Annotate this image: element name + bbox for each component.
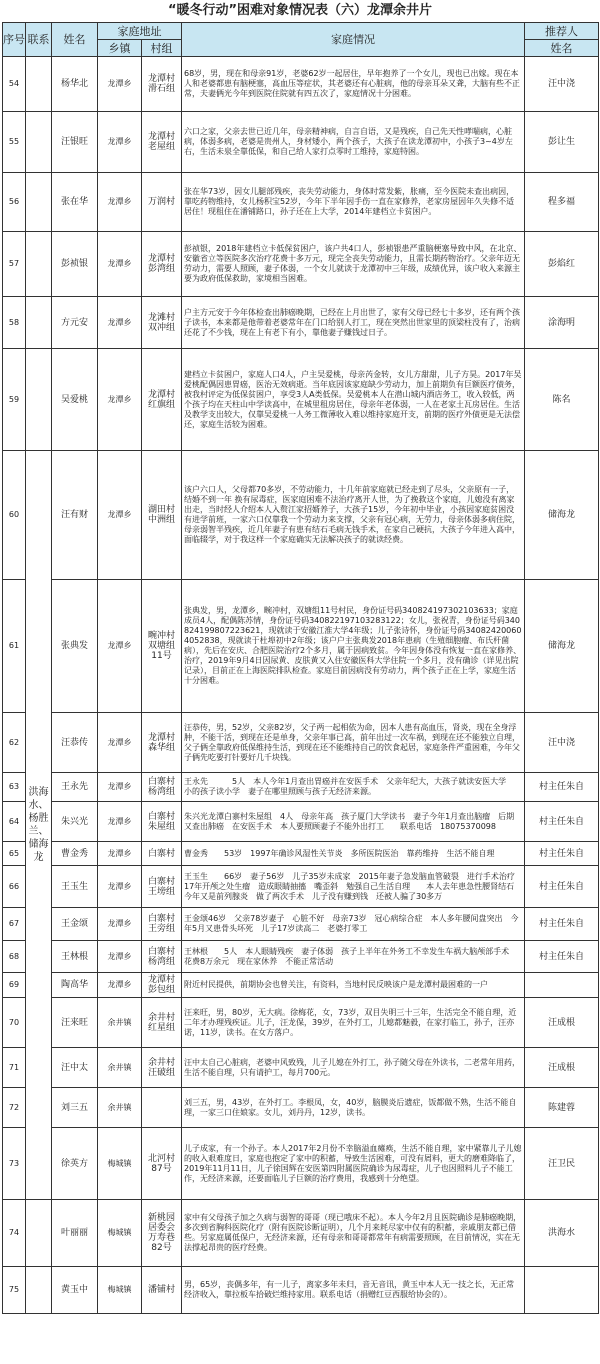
row-village: 白寨村 <box>142 842 182 866</box>
table-row <box>3 232 599 297</box>
row-town: 余井镇 <box>98 1088 142 1128</box>
row-village: 新桃园居委会万寿巷82号 <box>142 1200 182 1267</box>
row-village: 北河村87号 <box>142 1128 182 1200</box>
row-number: 65 <box>3 842 26 866</box>
contact-empty <box>26 112 52 173</box>
row-recommender: 陈建蓉 <box>525 1088 599 1128</box>
row-situation: 王玉生 66岁 妻子56岁 儿子35岁未成家 2015年妻子急发脑血管破裂 进行手术治疗 17年开颅之处生瘤 造成眼睛抽搐 嘴歪斜 勉强自己生活自理 本人去年患急性腰肾结石 今年又是前列腺炎 做了两次手术 儿子没有赚到钱 还被人骗了30多万 <box>182 866 525 908</box>
row-name: 汪恭传 <box>52 713 98 773</box>
row-recommender: 汪卫民 <box>525 1128 599 1200</box>
row-number: 56 <box>3 173 26 232</box>
table-row <box>3 773 599 802</box>
row-village: 白寨村王塝组 <box>142 866 182 908</box>
row-recommender: 村主任朱自 <box>525 941 599 973</box>
row-number: 58 <box>3 297 26 349</box>
page-title: “暖冬行动”困难对象情况表（六）龙潭余井片 <box>167 3 433 18</box>
row-number: 71 <box>3 1048 26 1088</box>
row-situation: 彭祯银，2018年建档立卡低保贫困户，该户共4口人，彭祯银患严重脑梗塞导致中风，在北京、安徽省立等医院多次治疗花费十多万元，现完全丧失劳动能力，且需长期药物治疗。父亲年迈无劳动力，需要人照顾，妻子体弱，一个女儿就读于龙潭初中三年级，成绩优异，该户收入来源主要为政府低保救助，家境相当困难。 <box>182 232 525 297</box>
contact-empty <box>26 1200 52 1267</box>
row-recommender <box>525 973 599 998</box>
row-village <box>142 1088 182 1128</box>
row-recommender: 村主任朱自 <box>525 908 599 941</box>
row-town: 龙潭乡 <box>98 973 142 998</box>
poverty-table <box>2 22 599 1314</box>
row-name: 曹金秀 <box>52 842 98 866</box>
table-row <box>3 112 599 173</box>
row-number: 59 <box>3 349 26 451</box>
table-row <box>3 998 599 1048</box>
row-number: 57 <box>3 232 26 297</box>
table-row <box>3 1048 599 1088</box>
row-number: 62 <box>3 713 26 773</box>
row-number: 73 <box>3 1128 26 1200</box>
contact-empty <box>26 173 52 232</box>
contact-person: 洪海水、杨胜兰、储海龙 <box>26 451 52 1200</box>
row-situation: 六口之家，父亲去世已近几年，母亲精神病，自言自语，又是残疾，自己先天性哮喘病，心脏病，体弱多病，老婆是贵州人，身材矮小，两个孩子，大孩子在读龙潭初中，小孩子3~4岁左右，生活未泉全靠低保，和自己给人家打点零时工维持，家庭特困。 <box>182 112 525 173</box>
row-number: 63 <box>3 773 26 802</box>
row-situation: 68岁，男，现在和母亲91岁，老婆62岁一起居住，早年抱养了一个女儿，现也已出嫁。现在本人和老婆都患有脑梗塞，高血压等症状，其老婆还有心脏病，他的母亲耳朵又聋，大脑有些不正常，夫妻俩光今年到医院住院就有四五次了，家庭情况十分困难。 <box>182 57 525 112</box>
table-row <box>3 1088 599 1128</box>
row-town: 龙潭乡 <box>98 297 142 349</box>
row-recommender: 彭焰红 <box>525 232 599 297</box>
table-row <box>3 973 599 998</box>
row-recommender: 村主任朱自 <box>525 866 599 908</box>
header-rec-name: 姓名 <box>525 40 599 57</box>
row-town: 龙潭乡 <box>98 57 142 112</box>
row-name: 陶高华 <box>52 973 98 998</box>
row-situation: 王永先 5人 本人今年1月查出胃癌并在安医手术 父亲年纪大，大孩子就读安医大学 小的孩子读小学 妻子在哪里照顾与孩子无经济来源。 <box>182 773 525 802</box>
row-name: 王永先 <box>52 773 98 802</box>
table-row <box>3 349 599 451</box>
row-recommender: 汪中浇 <box>525 713 599 773</box>
row-recommender: 程多福 <box>525 173 599 232</box>
row-recommender: 储海龙 <box>525 580 599 713</box>
row-village: 白寨村杨湾组 <box>142 941 182 973</box>
row-village: 龙潭村滑石组 <box>142 57 182 112</box>
row-number: 60 <box>3 451 26 580</box>
row-village: 白寨村朱屋组 <box>142 802 182 842</box>
row-village: 龙潭村彭包组 <box>142 973 182 998</box>
row-situation: 男，65岁，丧偶多年，有一儿子，离家多年未归，音无音讯，黄玉中本人无一技之长，无正常经济收入，靠拉板车拾破烂维持家用。联系电话（捐赠红豆西服给协会的）。 <box>182 1267 525 1314</box>
contact-empty <box>26 297 52 349</box>
row-village: 白寨村杨湾组 <box>142 773 182 802</box>
row-number: 68 <box>3 941 26 973</box>
row-village: 龙潭村老屋组 <box>142 112 182 173</box>
row-village: 龙潭村红旗组 <box>142 349 182 451</box>
row-recommender: 储海龙 <box>525 451 599 580</box>
row-number: 54 <box>3 57 26 112</box>
row-town: 余井镇 <box>98 998 142 1048</box>
header-situation: 家庭情况 <box>182 23 525 57</box>
row-number: 74 <box>3 1200 26 1267</box>
row-recommender: 汪中浇 <box>525 57 599 112</box>
row-town: 龙潭乡 <box>98 866 142 908</box>
row-town: 龙潭乡 <box>98 580 142 713</box>
row-situation: 刘三五，男，43岁，在外打工。李根凤，女，40岁，脑膜炎后遗症，饭都做不熟，生活不能自理，一家三口住娘家。女儿，刘丹丹，12岁，读书。 <box>182 1088 525 1128</box>
row-name: 王林根 <box>52 941 98 973</box>
row-town: 龙潭乡 <box>98 232 142 297</box>
table-row <box>3 173 599 232</box>
row-village: 龙潭村森华组 <box>142 713 182 773</box>
row-name: 方元安 <box>52 297 98 349</box>
row-village: 白寨村王旁组 <box>142 908 182 941</box>
header-no: 序号 <box>3 23 26 57</box>
table-row <box>3 941 599 973</box>
row-village: 余井村红星组 <box>142 998 182 1048</box>
row-name: 汪来旺 <box>52 998 98 1048</box>
row-town: 龙潭乡 <box>98 173 142 232</box>
table-body <box>3 57 599 1314</box>
row-name: 张典发 <box>52 580 98 713</box>
contact-empty <box>26 57 52 112</box>
row-name: 汪有财 <box>52 451 98 580</box>
row-number: 64 <box>3 802 26 842</box>
table-row <box>3 802 599 842</box>
row-town: 龙潭乡 <box>98 802 142 842</box>
row-situation: 曹金秀 53岁 1997年确诊风湿性关节炎 多所医院医治 靠药维持 生活不能自理 <box>182 842 525 866</box>
row-situation: 汪来旺，男，80岁，无大病。徐梅花，女，73岁，双目失明三十三年，生活完全不能自理，近二年才办理残疾证。儿子，汪龙保，39岁，在外打工，儿媳都魅毅，在家打临工，孙子，汪亦诺，11岁，读书。在女方落户。 <box>182 998 525 1048</box>
table-row <box>3 1200 599 1267</box>
row-situation: 张典发，男，龙潭乡，畹冲村，双塘组11号村民，身份证号码340824197302103633；家庭成员4人，配偶陈苏情，身份证号码340822197103283122；女儿，张祝青，身份证号码340824199807223621，现就读于安徽江淮大学4年级；儿子张诗怀，身份证号码340824200604052838，现就读于杜埠初中2年级；该户户主张典发2018年患病（生殖细胞瘤、布氏杆菌病），先后在安庆、合肥医院治疗2个多月，属于因病致贫。今年因身体没有恢复一直在家修养、治疗，2019年9月4日因尿黄、皮肤黄又入住安徽医科大学住院一个多月，没有确诊（详见出院记录），目前正在上海医院排队检查。家庭目前因病没有劳动力，两个孩子正在上学，家庭生活十分困难。 <box>182 580 525 713</box>
row-town: 龙潭乡 <box>98 908 142 941</box>
row-recommender: 彭让生 <box>525 112 599 173</box>
row-name: 黄玉中 <box>52 1267 98 1314</box>
table-row <box>3 908 599 941</box>
row-village: 余井村汪破组 <box>142 1048 182 1088</box>
row-town: 龙潭乡 <box>98 773 142 802</box>
row-number: 72 <box>3 1088 26 1128</box>
row-village: 湖田村中洲组 <box>142 451 182 580</box>
row-village: 万润村 <box>142 173 182 232</box>
header-name: 姓名 <box>52 23 98 57</box>
row-situation: 张在华73岁，因女儿腿部残疾，丧失劳动能力，身体时常发紫，胀痛，至今医院未查出病因，靠吃药物维持，女儿杨积宝52岁，今年下半年因手伤一直在家修养，老家房屋因年久失修不适居住！现租住在潘铺路口，孙子还在上大学，2014年建档立卡贫困户。 <box>182 173 525 232</box>
row-town: 龙潭乡 <box>98 713 142 773</box>
row-name: 徐英方 <box>52 1128 98 1200</box>
row-recommender: 洪海水 <box>525 1200 599 1267</box>
row-situation: 王金颂46岁 父亲78岁妻子 心脏不好 母亲73岁 冠心病综合症 本人多年腰间盘突出 今年5月又患骨头坏死 儿子17岁读高二 老婆打零工 <box>182 908 525 941</box>
table-row <box>3 580 599 713</box>
row-situation: 户主方元安于今年体检查出肺癌晚期，已经在上月出世了，家有父母已经七十多岁，还有两个孩子读书，本来都是他带着老婆常年在门口给别人打工，现在突然出世家里的顶梁柱没有了，治病还花了不少钱，现在上有老下有小，靠他妻子赚钱过日子。 <box>182 297 525 349</box>
row-number: 70 <box>3 998 26 1048</box>
table-row <box>3 1267 599 1314</box>
row-situation: 家中有父母孩子加之久病与弱智的哥哥（现已哦床不起）。本人今年2月且医院确诊是肺癌晚期，多次到省胸科医院化疗（附有医院诊断证明），几个月来耗尽家中仅有的积蓄，亲戚朋友都已借些。另家庭属低保户，无经济来源，还有母亲和哥哥都常年有病需要照顾，在目前情况，实在无法撑起昂贵的医疗经费。 <box>182 1200 525 1267</box>
table-row <box>3 842 599 866</box>
row-recommender: 村主任朱自 <box>525 773 599 802</box>
row-town: 龙潭乡 <box>98 451 142 580</box>
header-address: 家庭地址 <box>98 23 182 40</box>
row-name: 吴爱桃 <box>52 349 98 451</box>
table-row <box>3 297 599 349</box>
row-name: 彭祯银 <box>52 232 98 297</box>
row-town: 梅城镇 <box>98 1200 142 1267</box>
table-row <box>3 451 599 580</box>
row-situation: 王林根 5人 本人眼睛残疾 妻子体弱 孩子上半年在外务工不幸发生车祸大脑颅部手术 花费8万余元 现在家休养 不能正常活动 <box>182 941 525 973</box>
row-number: 61 <box>3 580 26 713</box>
row-town: 梅城镇 <box>98 1267 142 1314</box>
table-row <box>3 713 599 773</box>
row-number: 66 <box>3 866 26 908</box>
row-name: 朱兴光 <box>52 802 98 842</box>
row-number: 55 <box>3 112 26 173</box>
row-village: 潘铺村 <box>142 1267 182 1314</box>
row-town: 余井镇 <box>98 1048 142 1088</box>
contact-empty <box>26 232 52 297</box>
row-town: 龙潭乡 <box>98 842 142 866</box>
row-situation: 汪恭传，男，52岁，父亲82岁，父子两一起相依为命，因本人患有高血压，肾炎，现在全身浮肿，不能干活，到现在还是单身，父亲年事已高，前年出过一次车祸，到现在还不能独立自理，父子俩全靠政府低保维持生活，到现在还不能维持自己的饮食起居，家庭条件严重困难，今年父子俩先吃要打针要好几千块钱。 <box>182 713 525 773</box>
row-name: 王金颂 <box>52 908 98 941</box>
row-name: 叶丽丽 <box>52 1200 98 1267</box>
row-situation: 该户六口人，父母都70多岁，不劳动能力，十几年前家庭就已经走到了尽头，父亲原有一子，结婚不到一年 换有尿毒症，医家庭困难不法治疗离开人世，为了挽救这个家庭，儿媳没有离家出走，当时经人介绍本人入赘江家招婿养子，大孩子15岁，今年初中毕业，小孩因家庭贫困没有进学前班，一家六口仅靠我一个劳动力来支撑，父亲有冠心病，无劳力，母亲体弱多病住院，母亲弱智半残疾，近几年妻子有患有结石毛病无钱手术，在家自己硬抗，大孩子今年进入高中，面临辍学，对于我这样一个家庭确实无法解决孩子的就读经费。 <box>182 451 525 580</box>
row-recommender: 村主任朱自 <box>525 842 599 866</box>
row-village: 畹冲村双塘组11号 <box>142 580 182 713</box>
row-name: 杨华北 <box>52 57 98 112</box>
row-village: 龙滩村双冲组 <box>142 297 182 349</box>
row-recommender: 村主任朱自 <box>525 802 599 842</box>
row-name: 汪银旺 <box>52 112 98 173</box>
header-town: 乡镇 <box>98 40 142 57</box>
row-town: 梅城镇 <box>98 1128 142 1200</box>
row-village: 龙潭村彭湾组 <box>142 232 182 297</box>
contact-empty <box>26 349 52 451</box>
row-recommender: 汪成根 <box>525 1048 599 1088</box>
row-situation: 儿子成家，有一个孙子。本人2017年2月份不幸脑溢血瘫痪，生活不能自理，家中紧靠儿子儿媳的收入艰难度日，家庭也抱定了家中的积蓄，导致生活困难，可没有屑料，更大的磨难降临了，2019年11月11日，儿子徐国辉在安医第四附属医院确诊为尿毒症，儿子也因照料儿子不能工作，无经济来源，还要面临儿子巨额的治疗费用，我感到十分绝望。 <box>182 1128 525 1200</box>
row-situation: 朱兴光龙潭白寨村朱屋组 4人 母亲年高 孩子厦门大学读书 妻子今年1月查出脑瘤 后期又查出肺癌 在安医手术 本人要照顾妻子不能外出打工 联系电话 18075370098 <box>182 802 525 842</box>
contact-empty <box>26 1267 52 1314</box>
row-situation: 汪中太自己心脏病，老婆中风致残，儿子儿媳在外打工，孙子随父母在外读书，二老常年用药，生活不能自理，只有请护工，每月700元。 <box>182 1048 525 1088</box>
row-recommender: 汪成根 <box>525 998 599 1048</box>
row-situation: 建档立卡贫困户，家庭人口4人，户主吴爱桃，母亲芮金转，女儿方甜甜，儿子方昊。2017年吴爱桃配偶因患胃癌，医治无效病逝。当年底因该家庭缺少劳动力，加上前期负有巨额医疗债务，被我村评定为低保贫困户，享受3人A类低保。吴爱桃本人在潜山城内酒店务工，收入较低，两个孩子均在天柱山中学读高中，在城里租房居住，母亲年老体弱，一人在老家土瓦房居住。生活及教学支出较大，仅靠吴爱桃一人务工微薄收入难以维持家庭开支，前期的医疗外债更是无法偿还，家庭生活较为困难。 <box>182 349 525 451</box>
row-number: 75 <box>3 1267 26 1314</box>
header-village: 村组 <box>142 40 182 57</box>
row-name: 张在华 <box>52 173 98 232</box>
row-recommender: 陈名 <box>525 349 599 451</box>
table-row <box>3 57 599 112</box>
row-number: 67 <box>3 908 26 941</box>
row-recommender <box>525 1267 599 1314</box>
header-contact: 联系 <box>26 23 52 57</box>
table-row <box>3 1128 599 1200</box>
row-name: 王玉生 <box>52 866 98 908</box>
row-recommender: 涂海明 <box>525 297 599 349</box>
header-recommender: 推荐人 <box>525 23 599 40</box>
row-situation: 附近村民提供，前期协会也曾关注，有资料，当地村民反映该户是龙潭村最困难的一户 <box>182 973 525 998</box>
row-name: 刘三五 <box>52 1088 98 1128</box>
table-row <box>3 866 599 908</box>
row-town: 龙潭乡 <box>98 349 142 451</box>
row-town: 龙潭乡 <box>98 112 142 173</box>
row-number: 69 <box>3 973 26 998</box>
row-town: 龙潭乡 <box>98 941 142 973</box>
row-name: 汪中太 <box>52 1048 98 1088</box>
